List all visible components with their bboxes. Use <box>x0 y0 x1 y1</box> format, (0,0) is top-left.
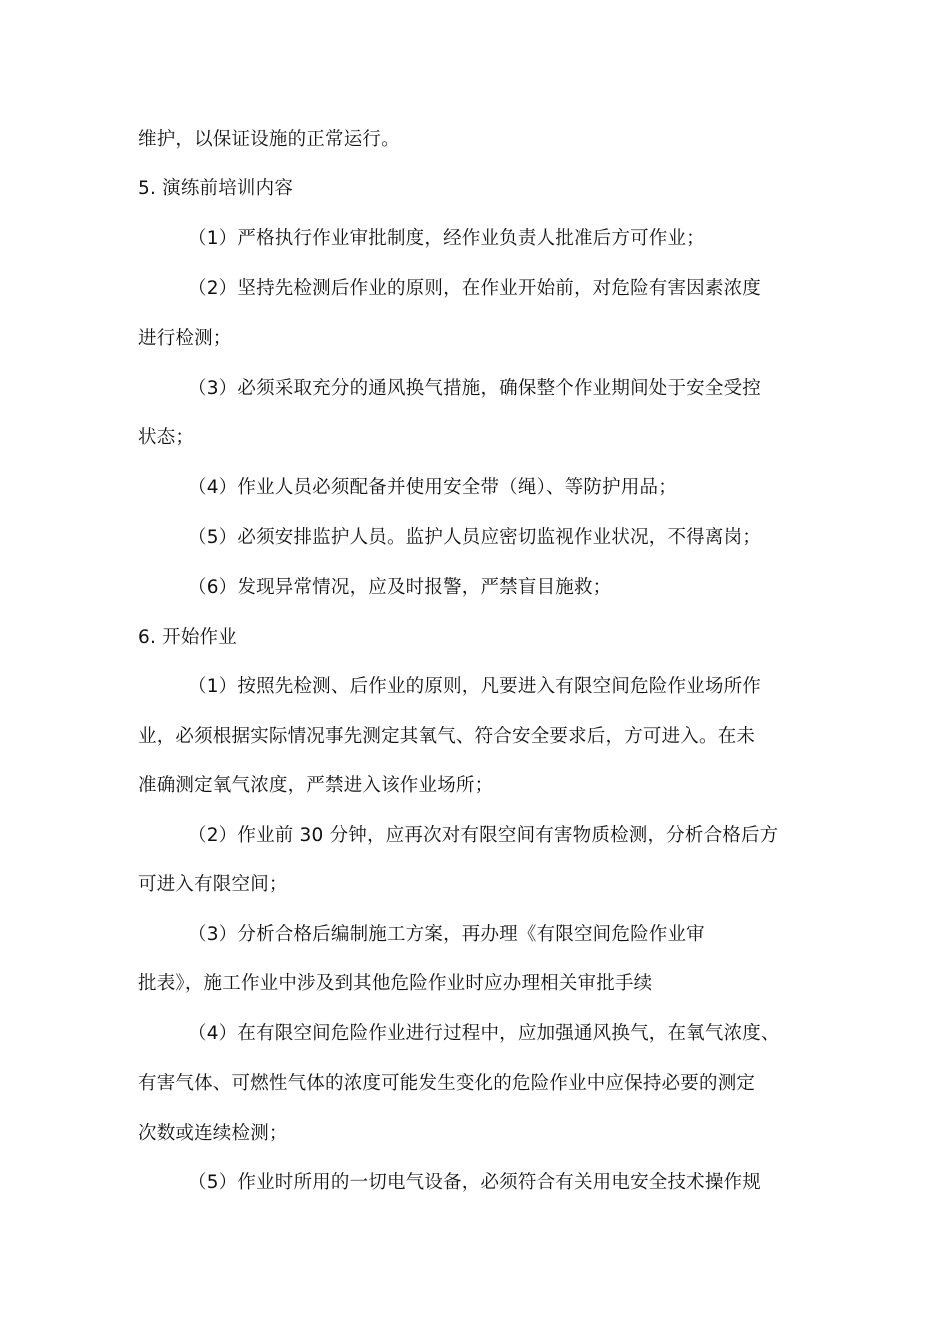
text-line: 次数或连续检测； <box>138 1123 288 1144</box>
list-item: （2）坚持先检测后作业的原则，在作业开始前，对危险有害因素浓度 <box>188 278 761 299</box>
text-line: 批表》，施工作业中涉及到其他危险作业时应办理相关审批手续 <box>138 973 653 994</box>
text-line: 有害气体、可燃性气体的浓度可能发生变化的危险作业中应保持必要的测定 <box>138 1073 756 1094</box>
list-item: （5）作业时所用的一切电气设备，必须符合有关用电安全技术操作规 <box>188 1172 761 1193</box>
section-heading: 6. 开始作业 <box>138 627 237 648</box>
list-item: （2）作业前 30 分钟，应再次对有限空间有害物质检测，分析合格后方 <box>188 825 779 846</box>
list-item: （4）在有限空间危险作业进行过程中，应加强通风换气，在氧气浓度、 <box>188 1023 780 1044</box>
list-item: （5）必须安排监护人员。监护人员应密切监视作业状况，不得离岗； <box>188 527 761 548</box>
text-line: 可进入有限空间； <box>138 874 288 895</box>
text-line: 维护，以保证设施的正常运行。 <box>138 129 400 150</box>
list-item: （1）按照先检测、后作业的原则，凡要进入有限空间危险作业场所作 <box>188 676 761 697</box>
text-line: 准确测定氧气浓度，严禁进入该作业场所； <box>138 775 494 796</box>
list-item: （6）发现异常情况，应及时报警，严禁盲目施救； <box>188 577 612 598</box>
list-item: （1）严格执行作业审批制度，经作业负责人批准后方可作业； <box>188 228 705 249</box>
text-line: 状态； <box>138 427 195 448</box>
text-line: 进行检测； <box>138 328 232 349</box>
list-item: （3）分析合格后编制施工方案，再办理《有限空间危险作业审 <box>188 924 705 945</box>
list-item: （4）作业人员必须配备并使用安全带（绳）、等防护用品； <box>188 477 677 498</box>
text-line: 业，必须根据实际情况事先测定其氧气、符合安全要求后，方可进入。在未 <box>138 726 756 747</box>
list-item: （3）必须采取充分的通风换气措施，确保整个作业期间处于安全受控 <box>188 378 761 399</box>
section-heading: 5. 演练前培训内容 <box>138 178 294 199</box>
